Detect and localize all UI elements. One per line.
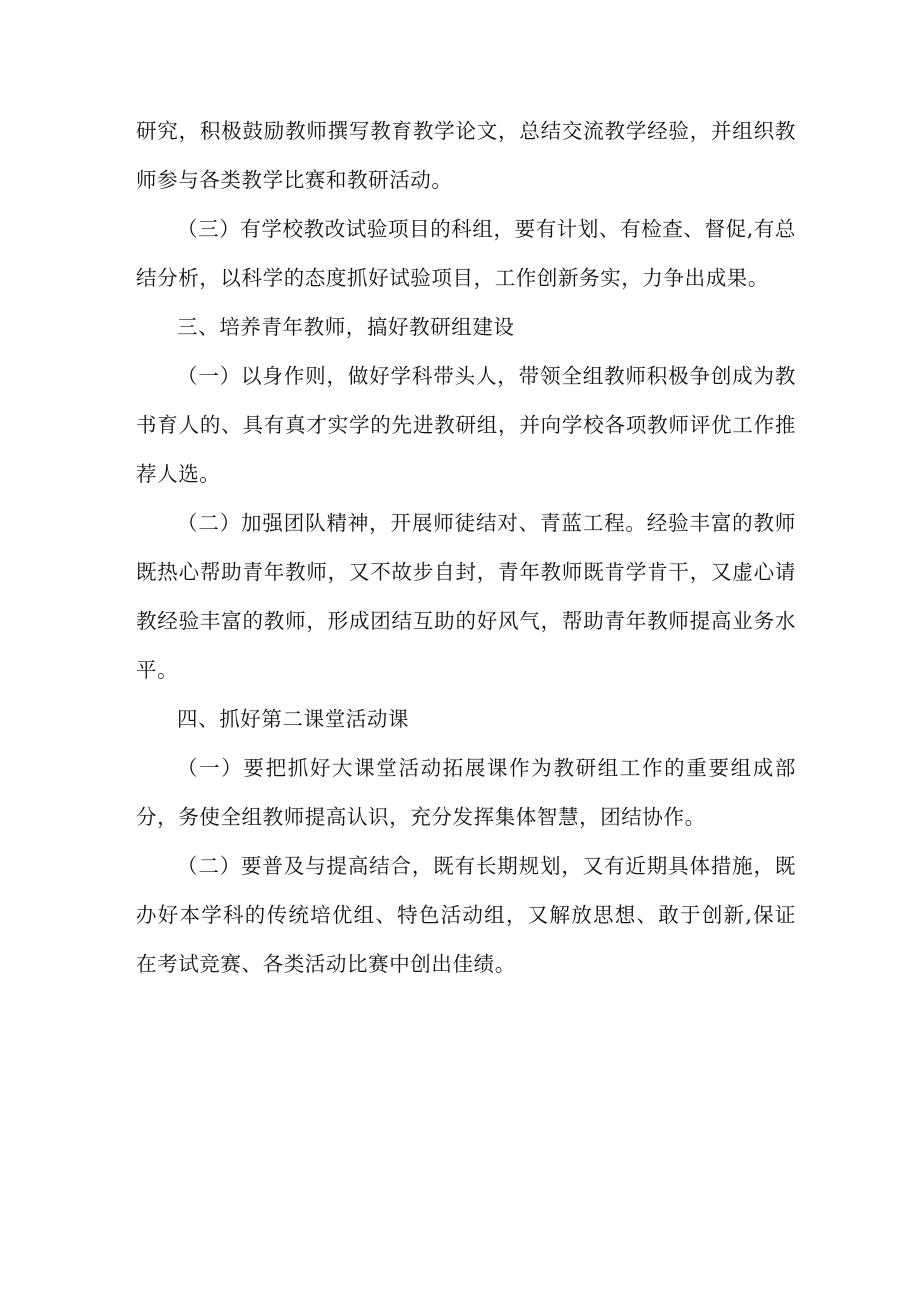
section-heading-3: 三、培养青年教师，搞好教研组建设 — [177, 315, 515, 339]
paragraph-item-2: （二）加强团队精神，开展师徒结对、青蓝工程。经验丰富的教师既热心帮助青年教师，又不故步自封，青年教师既肯学肯干，又虚心请教经验丰富的教师，形成团结互助的好风气，帮助青年教师提高业务水平。 — [136, 511, 796, 682]
document-body — [136, 107, 796, 989]
section-heading-4: 四、抓好第二课堂活动课 — [177, 707, 410, 731]
paragraph-item-2: （二）要普及与提高结合，既有长期规划，又有近期具体措施，既办好本学科的传统培优组、特色活动组，又解放思想、敢于创新,保证在考试竞赛、各类活动比赛中创出佳绩。 — [136, 854, 796, 976]
paragraph-item-3: （三）有学校教改试验项目的科组，要有计划、有检查、督促,有总结分析，以科学的态度抓好试验项目，工作创新务实，力争出成果。 — [136, 217, 797, 290]
paragraph-item-1: （一）要把抓好大课堂活动拓展课作为教研组工作的重要组成部分，务使全组教师提高认识，充分发挥集体智慧，团结协作。 — [136, 756, 796, 829]
paragraph-continued: 研究，积极鼓励教师撰写教育教学论文，总结交流教学经验，并组织教师参与各类教学比赛和教研活动。 — [136, 119, 796, 192]
paragraph-item-1: （一）以身作则，做好学科带头人，带领全组教师积极争创成为教书育人的、具有真才实学的先进教研组，并向学校各项教师评优工作推荐人选。 — [136, 364, 796, 486]
